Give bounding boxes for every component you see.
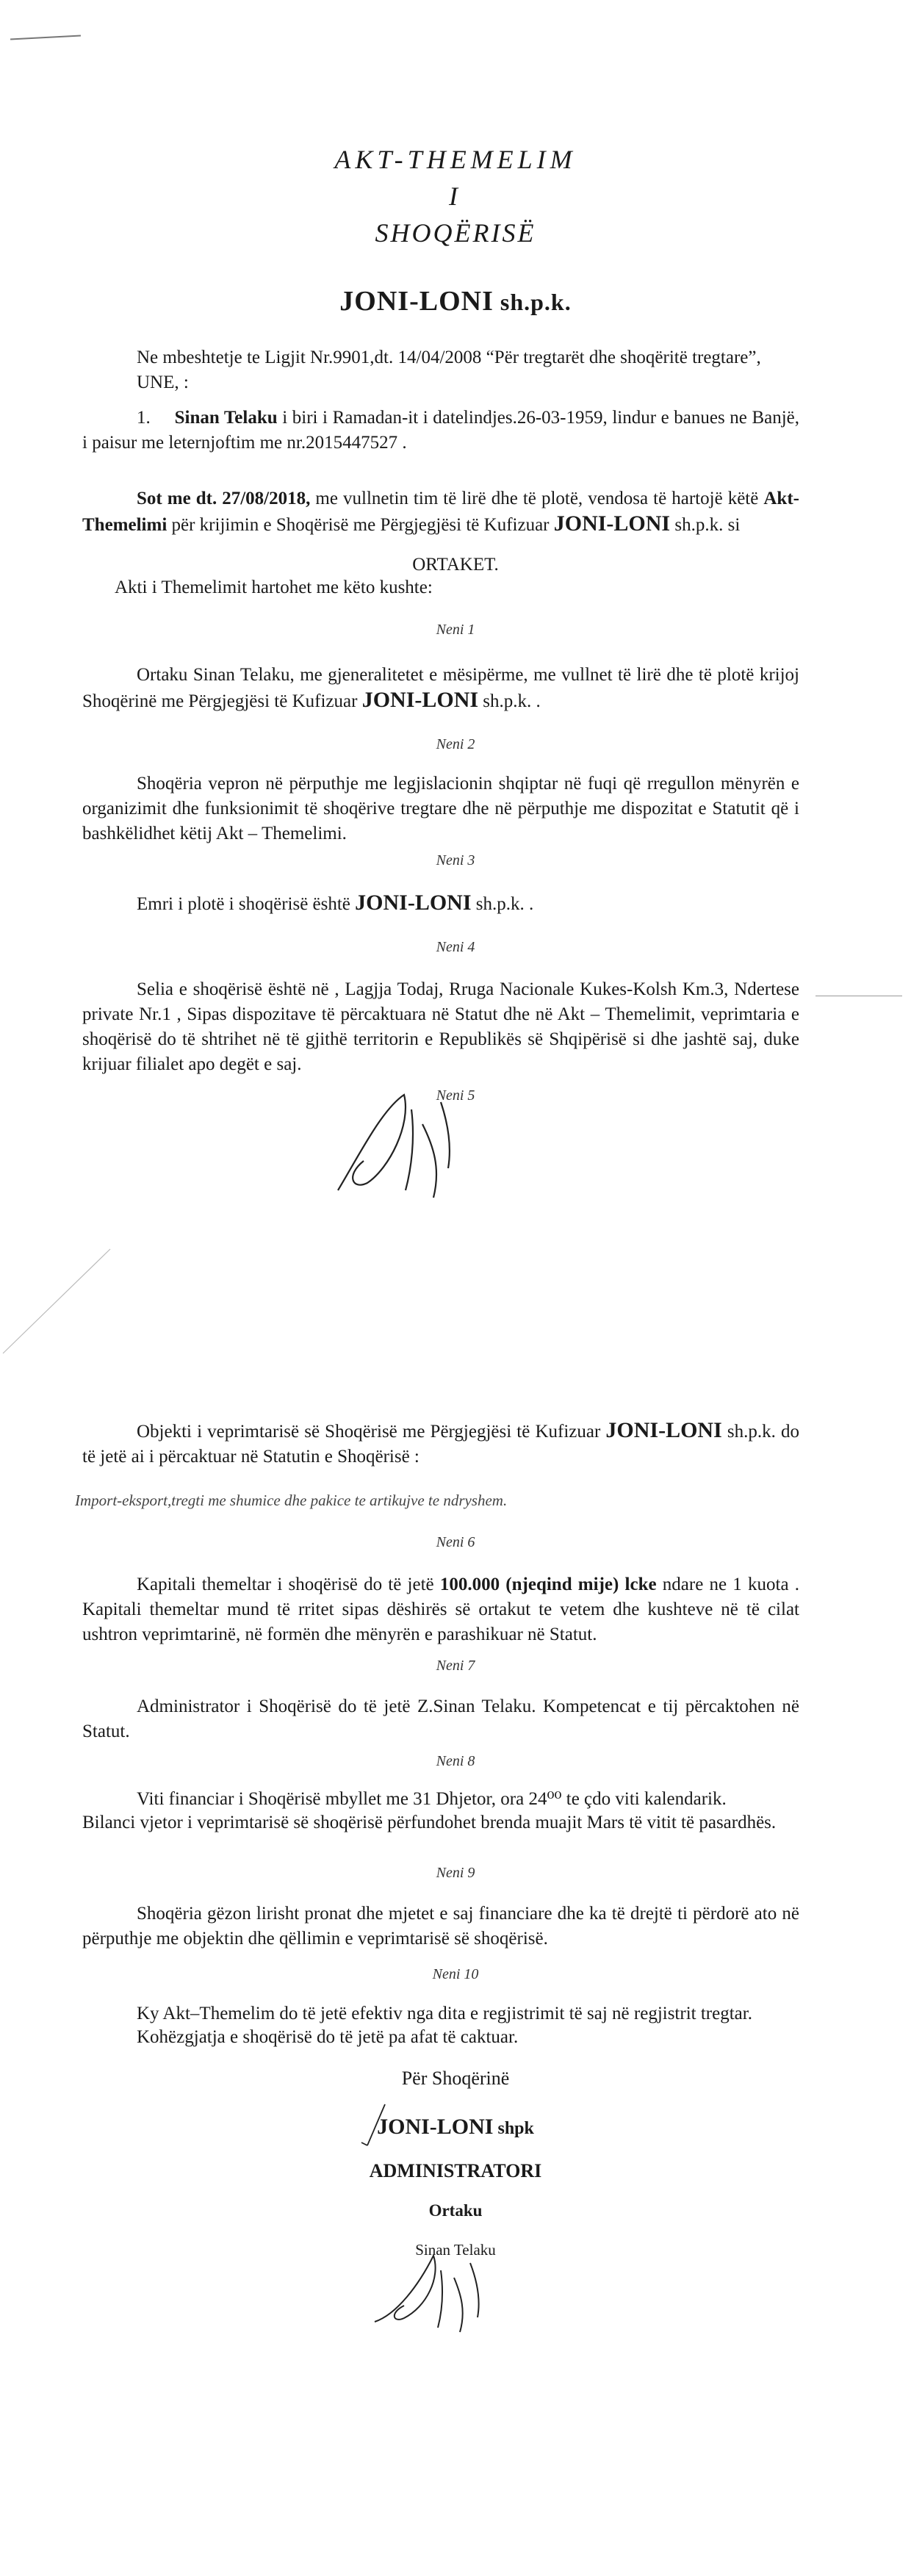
founder-paragraph bbox=[82, 406, 799, 456]
title-line-3: SHOQËRISË bbox=[375, 218, 536, 248]
decision-text-3: sh.p.k. si bbox=[670, 515, 741, 535]
legal-basis: Ne mbeshtetje te Ligjit Nr.9901,dt. 14/04/2008 “Për tregtarët dhe shoqëritë tregtare”, bbox=[137, 348, 761, 367]
decision-paragraph bbox=[82, 486, 799, 538]
company-suffix: sh.p.k. bbox=[493, 289, 572, 315]
title-block bbox=[0, 144, 911, 248]
pen-stroke-mark bbox=[357, 2101, 394, 2153]
neni-10-line-2: Kohëzgjatja e shoqërisë do të jetë pa afat të caktuar. bbox=[137, 2027, 519, 2047]
per-shoqerine: Për Shoqërinë bbox=[401, 2068, 510, 2089]
neni-8-line-2: Bilanci vjetor i veprimtarisë së shoqërisë përfundohet brenda muajit Mars të vitit të pasardhës. bbox=[82, 1813, 777, 1832]
ortaku-label: Ortaku bbox=[428, 2201, 483, 2220]
neni-1-text bbox=[82, 663, 799, 714]
neni-2-heading: Neni 2 bbox=[436, 736, 475, 752]
neni-1-text-a: Ortaku Sinan Telaku, me gjeneralitetet e mësipërme, me vullnet të lirë dhe të plotë krijoj Shoqërinë me Përgjegjësi të Kufizuar bbox=[82, 665, 799, 711]
neni-1-text-b: sh.p.k. . bbox=[478, 691, 541, 711]
neni-6-text bbox=[82, 1572, 799, 1647]
neni-5-activity: Import-eksport,tregti me shumice dhe pakice te artikujve te ndryshem. bbox=[75, 1492, 508, 1509]
decision-date: Sot me dt. 27/08/2018, bbox=[137, 489, 311, 508]
neni-10-heading: Neni 10 bbox=[432, 1966, 479, 1982]
decision-text-2: për krijimin e Shoqërisë me Përgjegjësi të Kufizuar bbox=[167, 515, 554, 535]
decision-company: JONI-LONI bbox=[553, 511, 671, 536]
neni-10-line-1: Ky Akt–Themelim do të jetë efektiv nga dita e regjistrimit të saj në regjistrit tregtar. bbox=[137, 2004, 752, 2023]
signer-name: Sinan Telaku bbox=[415, 2241, 496, 2259]
company-name: JONI-LONI bbox=[339, 286, 494, 317]
une-label: UNE, : bbox=[137, 373, 189, 392]
neni-5-text-a: Objekti i veprimtarisë së Shoqërisë me Përgjegjësi të Kufizuar bbox=[137, 1422, 606, 1442]
neni-3-heading: Neni 3 bbox=[436, 852, 475, 868]
founder-details: i biri i Ramadan-it i datelindjes.26-03-1959, lindur e banues ne Banjë, i paisur me leternjoftim me nr.2015447527 . bbox=[82, 408, 800, 453]
neni-8-heading: Neni 8 bbox=[436, 1753, 475, 1769]
company-heading bbox=[0, 285, 911, 317]
administratori-label: ADMINISTRATORI bbox=[369, 2160, 542, 2181]
neni-5-heading: Neni 5 bbox=[436, 1087, 475, 1104]
neni-1-company: JONI-LONI bbox=[361, 688, 479, 712]
neni-6-text-b: ndare ne 1 kuota . Kapitali themeltar mund të rritet sipas dëshirës së ortakut te vetem dhe kushteve në të cilat ushtron veprimtarinë, në formën dhe mënyrën e parashikuar në Statut. bbox=[82, 1575, 799, 1644]
signature-company bbox=[0, 2115, 911, 2140]
neni-3-text-b: sh.p.k. . bbox=[471, 894, 534, 914]
signature-mark-1 bbox=[323, 1080, 478, 1205]
conditions-line: Akti i Themelimit hartohet me këto kushte: bbox=[115, 578, 433, 597]
neni-2-text: Shoqëria vepron në përputhje me legjislacionin shqiptar në fuqi që rregullon mënyrën e organizimit dhe funksionimit të shoqërive tregtare dhe në përputhje me dispozitat e Statutit që i bashkëlidhet këtij Akt – Themelimi. bbox=[82, 774, 799, 843]
neni-6-capital: 100.000 (njeqind mije) lcke bbox=[439, 1575, 657, 1594]
neni-6-heading: Neni 6 bbox=[436, 1534, 475, 1550]
signature-company-name: JONI-LONI bbox=[377, 2115, 494, 2139]
neni-5-text-b: sh.p.k. do të jetë ai i përcaktuar në Statutin e Shoqërisë : bbox=[82, 1422, 799, 1467]
neni-3-text-a: Emri i plotë i shoqërisë është bbox=[137, 894, 356, 914]
page-2 bbox=[0, 1242, 911, 2576]
title-line-1: AKT-THEMELIM bbox=[334, 145, 577, 174]
neni-6-text-a: Kapitali themeltar i shoqërisë do të jetë bbox=[137, 1575, 440, 1594]
decision-text-1: me vullnetin tim të lirë dhe të plotë, vendosa të hartojë këtë bbox=[310, 489, 764, 508]
neni-9-text: Shoqëria gëzon lirisht pronat dhe mjetet e saj financiare dhe ka të drejtë ti përdorë ato në përputhje me objektin dhe qëllimin e veprimtarisë së shoqërisë. bbox=[82, 1904, 799, 1949]
neni-4-heading: Neni 4 bbox=[436, 939, 475, 955]
scan-fold-mark bbox=[0, 1246, 118, 1356]
neni-3-text bbox=[137, 891, 798, 917]
signature-company-suffix: shpk bbox=[493, 2119, 534, 2138]
ortaket-heading: ORTAKET. bbox=[412, 555, 499, 575]
neni-1-heading: Neni 1 bbox=[436, 622, 475, 638]
neni-5-company: JONI-LONI bbox=[605, 1418, 722, 1442]
neni-7-text: Administrator i Shoqërisë do të jetë Z.Sinan Telaku. Kompetencat e tij përcaktohen në Statut. bbox=[82, 1697, 799, 1741]
neni-9-heading: Neni 9 bbox=[436, 1865, 475, 1881]
founder-name: Sinan Telaku bbox=[174, 408, 278, 428]
neni-3-company: JONI-LONI bbox=[355, 891, 472, 915]
neni-7-heading: Neni 7 bbox=[436, 1658, 475, 1674]
akt-themelimi: Akt-Themelimi bbox=[82, 489, 799, 535]
neni-4-text: Selia e shoqërisë është në , Lagjja Todaj, Rruga Nacionale Kukes-Kolsh Km.3, Ndertese private Nr.1 , Sipas dispozitave të përcaktuara në Statut dhe në Akt – Themelimit, veprimtaria e shoqërisë do të shtrihet në të gjithë territorin e Republikës së Shqipërisë si dhe jashtë saj, duke krijuar filialet apo degët e saj. bbox=[82, 979, 799, 1074]
neni-5-text bbox=[82, 1418, 799, 1469]
title-line-2: I bbox=[449, 181, 462, 211]
item-number: 1. bbox=[137, 408, 151, 428]
signature-mark-2 bbox=[367, 2241, 507, 2336]
scan-mark bbox=[10, 35, 81, 40]
neni-8-line-1: Viti financiar i Shoqërisë mbyllet me 31 Dhjetor, ora 24⁰⁰ te çdo viti kalendarik. bbox=[137, 1789, 727, 1809]
